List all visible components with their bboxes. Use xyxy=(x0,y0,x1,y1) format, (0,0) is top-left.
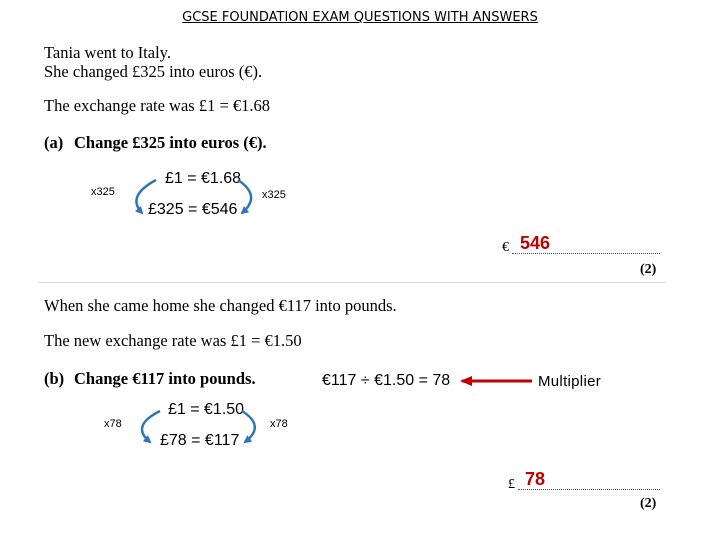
page-title: GCSE FOUNDATION EXAM QUESTIONS WITH ANSWERS xyxy=(182,10,538,25)
question-intro-b: When she came home she changed €117 into pounds. xyxy=(44,296,397,315)
multiplier-note: Multiplier xyxy=(538,373,602,390)
part-b-label: (b) xyxy=(44,369,65,388)
curved-arrow-left-a xyxy=(136,180,156,213)
answer-b-currency: £ xyxy=(508,477,515,492)
answer-a-currency: € xyxy=(502,240,509,255)
question-intro-line1: Tania went to Italy. xyxy=(44,43,171,62)
part-a-label: (a) xyxy=(44,133,64,152)
marks-b: (2) xyxy=(640,496,657,511)
answer-a-value: 546 xyxy=(520,233,551,253)
multiplier-right-b: x78 xyxy=(270,418,288,430)
multiplier-left-a: x325 xyxy=(91,186,115,198)
working-a-line2: £325 = €546 xyxy=(148,201,238,218)
curved-arrow-left-b xyxy=(142,411,160,442)
exchange-rate-a: The exchange rate was £1 = €1.68 xyxy=(44,96,271,115)
multiplier-left-b: x78 xyxy=(104,418,122,430)
multiplier-right-a: x325 xyxy=(262,189,286,201)
curved-arrow-right-a xyxy=(238,180,251,213)
part-b-text: Change €117 into pounds. xyxy=(74,369,256,388)
marks-a: (2) xyxy=(640,262,657,277)
working-a-line1: £1 = €1.68 xyxy=(165,170,242,187)
question-intro-line2: She changed £325 into euros (€). xyxy=(44,62,263,81)
answer-b-value: 78 xyxy=(525,469,546,489)
curved-arrow-right-b xyxy=(242,411,255,442)
calculation-b: €117 ÷ €1.50 = 78 xyxy=(322,372,451,389)
part-a-text: Change £325 into euros (€). xyxy=(74,133,267,152)
exchange-rate-b: The new exchange rate was £1 = €1.50 xyxy=(44,331,302,350)
working-b-line1: £1 = €1.50 xyxy=(168,401,245,418)
working-b-line2: £78 = €117 xyxy=(160,432,240,449)
